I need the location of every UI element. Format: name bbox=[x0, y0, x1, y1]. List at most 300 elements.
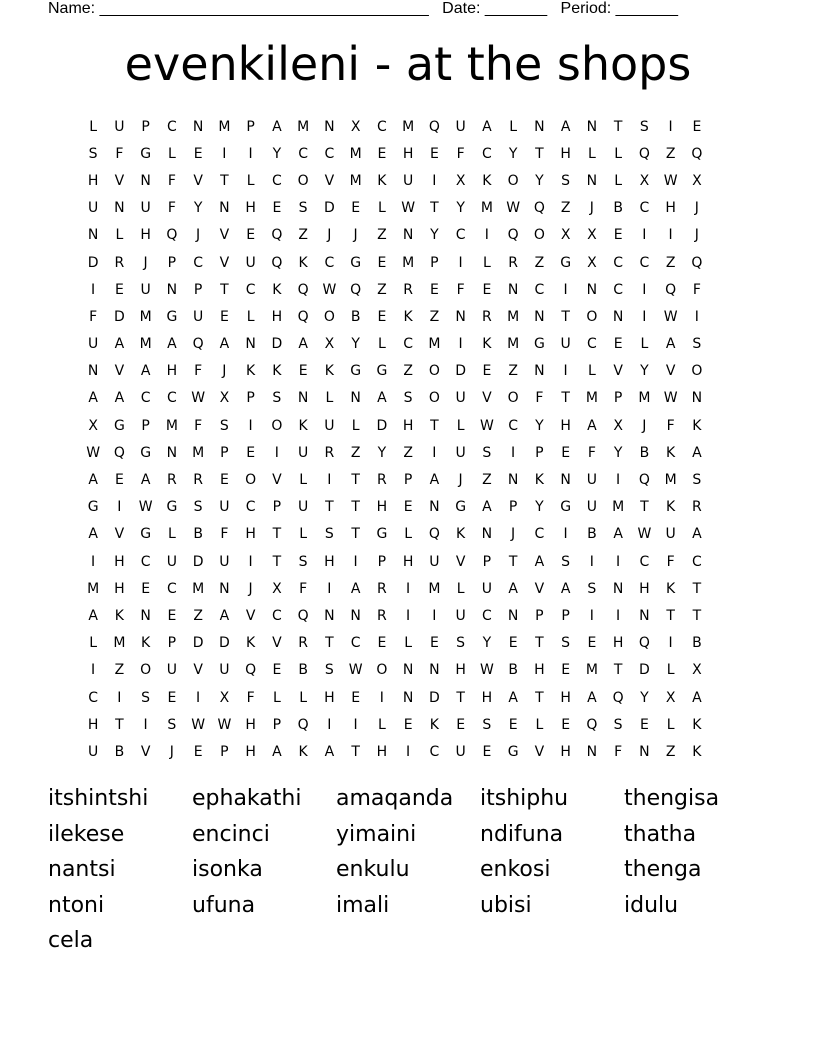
grid-letter: C bbox=[245, 499, 256, 516]
grid-letter: A bbox=[167, 336, 177, 353]
grid-letter: N bbox=[534, 363, 545, 380]
grid-letter: K bbox=[692, 716, 702, 733]
grid-letter: R bbox=[377, 607, 387, 624]
grid-letter: B bbox=[613, 200, 623, 217]
grid-letter: A bbox=[88, 607, 98, 624]
grid-letter: A bbox=[665, 336, 676, 353]
grid-letter: Y bbox=[535, 499, 544, 516]
grid-letter: C bbox=[166, 118, 177, 135]
grid-letter: T bbox=[272, 553, 282, 570]
grid-letter: M bbox=[612, 499, 625, 516]
grid-letter: E bbox=[429, 635, 439, 652]
grid-letter: Z bbox=[508, 363, 518, 380]
grid-letter: U bbox=[455, 118, 466, 135]
grid-letter: D bbox=[218, 635, 230, 652]
grid-letter: I bbox=[143, 716, 148, 733]
grid-letter: L bbox=[89, 635, 98, 652]
grid-letter: C bbox=[639, 254, 650, 271]
grid-letter: H bbox=[402, 553, 414, 570]
grid-letter: X bbox=[455, 172, 466, 189]
grid-letter: B bbox=[639, 444, 650, 461]
grid-letter: I bbox=[563, 526, 568, 543]
grid-letter: O bbox=[376, 662, 388, 679]
date-blank: _______ bbox=[484, 0, 548, 17]
grid-letter: U bbox=[481, 580, 492, 597]
grid-letter: A bbox=[219, 336, 230, 353]
grid-letter: E bbox=[167, 689, 177, 706]
grid-row bbox=[80, 276, 736, 303]
grid-letter: C bbox=[455, 227, 466, 244]
grid-row bbox=[80, 358, 736, 385]
grid-letter: V bbox=[482, 390, 492, 407]
grid-letter: K bbox=[141, 635, 151, 652]
grid-letter: N bbox=[507, 472, 519, 489]
grid-letter: W bbox=[479, 662, 494, 679]
grid-letter: L bbox=[272, 689, 281, 706]
grid-letter: M bbox=[139, 308, 152, 325]
grid-letter: U bbox=[455, 607, 466, 624]
grid-letter: I bbox=[642, 308, 647, 325]
grid-letter: E bbox=[193, 743, 203, 760]
grid-row bbox=[80, 548, 736, 575]
grid-letter: S bbox=[456, 635, 466, 652]
word-list-item: enkosi bbox=[480, 857, 551, 882]
grid-letter: T bbox=[351, 743, 360, 760]
grid-letter: E bbox=[141, 580, 151, 597]
grid-letter: N bbox=[429, 662, 440, 679]
grid-letter: S bbox=[88, 145, 98, 162]
grid-letter: U bbox=[88, 336, 99, 353]
grid-letter: Q bbox=[612, 689, 624, 706]
grid-letter: N bbox=[429, 499, 440, 516]
grid-letter: V bbox=[534, 580, 545, 597]
grid-letter: N bbox=[586, 172, 598, 189]
grid-letter: Z bbox=[193, 607, 203, 624]
grid-letter: S bbox=[193, 499, 203, 516]
grid-letter: H bbox=[560, 689, 571, 706]
grid-letter: A bbox=[508, 689, 518, 706]
grid-letter: Q bbox=[192, 336, 204, 353]
word-list-item: nantsi bbox=[48, 857, 116, 882]
grid-letter: L bbox=[246, 308, 255, 325]
grid-letter: I bbox=[511, 444, 516, 461]
grid-letter: Q bbox=[533, 200, 545, 217]
grid-letter: H bbox=[324, 553, 335, 570]
grid-letter: I bbox=[406, 580, 411, 597]
grid-row bbox=[80, 684, 736, 711]
grid-letter: I bbox=[91, 281, 96, 298]
grid-letter: L bbox=[246, 172, 255, 189]
grid-letter: W bbox=[138, 499, 153, 516]
grid-letter: I bbox=[642, 227, 647, 244]
grid-letter: N bbox=[560, 472, 571, 489]
grid-letter: Q bbox=[271, 227, 283, 244]
grid-letter: I bbox=[616, 607, 621, 624]
name-label: Name: bbox=[48, 0, 96, 17]
grid-letter: M bbox=[428, 580, 441, 597]
grid-letter: L bbox=[456, 580, 465, 597]
grid-letter: G bbox=[533, 336, 545, 353]
grid-letter: M bbox=[192, 580, 205, 597]
grid-letter: Z bbox=[560, 200, 571, 217]
grid-letter: C bbox=[324, 254, 335, 271]
grid-letter: N bbox=[534, 118, 545, 135]
grid-letter: H bbox=[665, 200, 676, 217]
grid-letter: U bbox=[455, 390, 466, 407]
grid-row bbox=[80, 195, 736, 222]
grid-letter: U bbox=[140, 200, 151, 217]
grid-letter: R bbox=[193, 472, 203, 489]
grid-letter: K bbox=[272, 281, 282, 298]
grid-letter: U bbox=[88, 743, 99, 760]
grid-letter: C bbox=[429, 743, 440, 760]
grid-letter: Q bbox=[638, 145, 650, 162]
grid-letter: I bbox=[248, 145, 253, 162]
grid-row bbox=[80, 140, 736, 167]
grid-letter: Y bbox=[535, 417, 544, 434]
grid-letter: Y bbox=[640, 363, 649, 380]
grid-letter: Z bbox=[403, 444, 413, 461]
grid-letter: E bbox=[351, 689, 361, 706]
grid-letter: L bbox=[325, 390, 334, 407]
grid-letter: M bbox=[139, 336, 152, 353]
grid-letter: Z bbox=[298, 227, 308, 244]
grid-letter: Z bbox=[377, 281, 387, 298]
grid-letter: M bbox=[664, 472, 677, 489]
grid-letter: H bbox=[639, 580, 650, 597]
word-list-item: isonka bbox=[192, 857, 263, 882]
grid-letter: U bbox=[403, 172, 414, 189]
grid-letter: E bbox=[587, 635, 597, 652]
grid-letter: T bbox=[613, 118, 623, 135]
grid-letter: T bbox=[351, 499, 360, 516]
grid-letter: G bbox=[350, 363, 362, 380]
grid-letter: P bbox=[403, 472, 413, 489]
grid-letter: X bbox=[272, 580, 282, 597]
grid-letter: A bbox=[219, 607, 230, 624]
name-blank: _____________________________________ bbox=[99, 0, 429, 17]
grid-letter: P bbox=[508, 499, 518, 516]
grid-letter: H bbox=[402, 145, 414, 162]
grid-letter: N bbox=[350, 607, 361, 624]
grid-letter: M bbox=[638, 390, 651, 407]
grid-letter: P bbox=[141, 417, 150, 434]
grid-letter: A bbox=[692, 689, 702, 706]
grid-letter: Q bbox=[245, 662, 257, 679]
grid-letter: S bbox=[272, 390, 282, 407]
grid-row bbox=[80, 167, 736, 194]
grid-letter: K bbox=[482, 172, 492, 189]
grid-letter: N bbox=[639, 743, 650, 760]
grid-letter: N bbox=[87, 227, 99, 244]
grid-letter: L bbox=[299, 526, 308, 543]
grid-letter: R bbox=[114, 254, 125, 271]
grid-letter: S bbox=[613, 716, 623, 733]
grid-letter: C bbox=[534, 526, 545, 543]
grid-row bbox=[80, 331, 736, 358]
grid-letter: E bbox=[508, 716, 518, 733]
grid-letter: O bbox=[140, 662, 152, 679]
grid-letter: G bbox=[113, 417, 125, 434]
grid-letter: W bbox=[86, 444, 101, 461]
grid-letter: P bbox=[430, 254, 439, 271]
grid-letter: C bbox=[271, 607, 282, 624]
grid-letter: H bbox=[114, 553, 125, 570]
grid-letter: C bbox=[691, 553, 702, 570]
grid-letter: R bbox=[482, 308, 492, 325]
grid-letter: C bbox=[534, 281, 545, 298]
grid-letter: T bbox=[220, 281, 229, 298]
grid-letter: S bbox=[482, 716, 492, 733]
grid-letter: T bbox=[325, 499, 334, 516]
grid-letter: G bbox=[140, 444, 152, 461]
grid-letter: S bbox=[403, 390, 413, 407]
grid-letter: R bbox=[403, 281, 413, 298]
grid-letter: M bbox=[87, 580, 100, 597]
grid-letter: N bbox=[166, 281, 178, 298]
grid-letter: G bbox=[166, 499, 178, 516]
grid-letter: M bbox=[349, 172, 362, 189]
grid-letter: Q bbox=[428, 118, 440, 135]
grid-letter: V bbox=[613, 363, 623, 380]
grid-letter: E bbox=[429, 145, 439, 162]
grid-letter: L bbox=[377, 716, 386, 733]
grid-letter: D bbox=[271, 336, 283, 353]
grid-letter: K bbox=[324, 363, 334, 380]
grid-letter: T bbox=[456, 689, 465, 706]
grid-letter: F bbox=[666, 553, 675, 570]
grid-letter: P bbox=[246, 390, 255, 407]
grid-letter: M bbox=[218, 118, 231, 135]
grid-letter: H bbox=[534, 662, 545, 679]
grid-row bbox=[80, 412, 736, 439]
grid-letter: H bbox=[560, 743, 571, 760]
grid-letter: T bbox=[692, 580, 702, 597]
grid-letter: E bbox=[403, 499, 413, 516]
grid-letter: L bbox=[666, 716, 675, 733]
grid-letter: V bbox=[219, 227, 230, 244]
word-list-item: ufuna bbox=[192, 892, 256, 918]
grid-letter: H bbox=[245, 526, 256, 543]
grid-letter: P bbox=[482, 553, 492, 570]
grid-letter: N bbox=[402, 662, 414, 679]
grid-letter: F bbox=[456, 281, 465, 298]
grid-letter: N bbox=[402, 689, 414, 706]
grid-letter: A bbox=[272, 743, 282, 760]
grid-letter: I bbox=[616, 553, 621, 570]
grid-letter: Y bbox=[377, 444, 387, 461]
grid-letter: I bbox=[694, 308, 699, 325]
grid-letter: X bbox=[692, 172, 702, 189]
grid-letter: J bbox=[642, 417, 647, 434]
grid-letter: Y bbox=[272, 145, 282, 162]
grid-letter: P bbox=[193, 281, 203, 298]
grid-letter: C bbox=[166, 580, 177, 597]
word-list bbox=[48, 781, 768, 959]
grid-letter: M bbox=[507, 336, 520, 353]
grid-letter: K bbox=[246, 363, 256, 380]
grid-row bbox=[80, 521, 736, 548]
grid-letter: K bbox=[666, 580, 676, 597]
grid-letter: E bbox=[351, 200, 361, 217]
grid-letter: X bbox=[560, 227, 571, 244]
grid-letter: I bbox=[248, 553, 253, 570]
grid-letter: H bbox=[376, 499, 388, 516]
grid-letter: P bbox=[272, 499, 282, 516]
grid-letter: Z bbox=[114, 662, 125, 679]
grid-letter: V bbox=[455, 553, 466, 570]
grid-letter: U bbox=[324, 417, 335, 434]
grid-letter: W bbox=[663, 308, 678, 325]
grid-letter: L bbox=[614, 145, 623, 162]
grid-letter: A bbox=[298, 336, 308, 353]
grid-letter: F bbox=[587, 444, 596, 461]
grid-letter: J bbox=[694, 200, 699, 217]
grid-letter: L bbox=[404, 635, 413, 652]
grid-letter: T bbox=[220, 172, 229, 189]
grid-letter: D bbox=[428, 689, 440, 706]
grid-letter: J bbox=[143, 254, 148, 271]
grid-letter: N bbox=[507, 281, 519, 298]
grid-row bbox=[80, 602, 736, 629]
grid-letter: I bbox=[117, 689, 122, 706]
grid-letter: Y bbox=[351, 336, 360, 353]
grid-letter: C bbox=[376, 118, 387, 135]
grid-letter: U bbox=[88, 200, 99, 217]
grid-letter: C bbox=[508, 417, 519, 434]
grid-letter: V bbox=[114, 526, 125, 543]
grid-letter: V bbox=[193, 662, 203, 679]
grid-letter: O bbox=[586, 308, 598, 325]
grid-letter: Q bbox=[113, 444, 125, 461]
grid-letter: O bbox=[323, 308, 335, 325]
grid-row bbox=[80, 494, 736, 521]
grid-letter: E bbox=[219, 472, 229, 489]
grid-letter: C bbox=[481, 145, 492, 162]
grid-letter: U bbox=[665, 526, 676, 543]
grid-letter: S bbox=[219, 417, 229, 434]
grid-letter: F bbox=[614, 743, 623, 760]
grid-letter: E bbox=[482, 363, 492, 380]
grid-letter: G bbox=[560, 254, 572, 271]
grid-letter: N bbox=[219, 580, 230, 597]
grid-letter: S bbox=[141, 689, 151, 706]
grid-letter: G bbox=[87, 499, 99, 516]
grid-letter: V bbox=[193, 172, 203, 189]
grid-letter: I bbox=[91, 553, 96, 570]
grid-letter: C bbox=[324, 145, 335, 162]
grid-letter: M bbox=[585, 662, 598, 679]
grid-letter: U bbox=[219, 662, 230, 679]
grid-letter: I bbox=[563, 281, 568, 298]
grid-letter: N bbox=[612, 580, 624, 597]
grid-letter: C bbox=[271, 172, 282, 189]
grid-letter: N bbox=[324, 607, 335, 624]
grid-letter: K bbox=[377, 172, 387, 189]
grid-letter: K bbox=[298, 254, 308, 271]
grid-letter: K bbox=[298, 743, 308, 760]
grid-letter: K bbox=[666, 499, 676, 516]
grid-letter: R bbox=[508, 254, 518, 271]
grid-letter: X bbox=[88, 417, 98, 434]
grid-letter: T bbox=[613, 662, 623, 679]
grid-letter: N bbox=[639, 607, 650, 624]
grid-letter: O bbox=[428, 390, 440, 407]
grid-letter: E bbox=[114, 281, 124, 298]
grid-letter: R bbox=[167, 472, 177, 489]
grid-letter: L bbox=[115, 227, 124, 244]
date-label: Date: bbox=[442, 0, 481, 17]
grid-letter: U bbox=[245, 254, 256, 271]
grid-letter: L bbox=[614, 172, 623, 189]
grid-letter: H bbox=[324, 689, 335, 706]
grid-letter: W bbox=[479, 417, 494, 434]
grid-letter: Q bbox=[586, 716, 598, 733]
grid-letter: P bbox=[535, 444, 544, 461]
grid-letter: B bbox=[350, 308, 361, 325]
grid-letter: H bbox=[271, 308, 283, 325]
grid-letter: S bbox=[561, 635, 571, 652]
word-list-item: ntoni bbox=[48, 892, 105, 918]
grid-letter: T bbox=[535, 635, 544, 652]
grid-letter: Q bbox=[691, 145, 703, 162]
grid-letter: A bbox=[482, 499, 492, 516]
word-list-item: enkulu bbox=[336, 857, 410, 882]
page-title: evenkileni - at the shops bbox=[124, 37, 692, 91]
grid-letter: X bbox=[587, 254, 597, 271]
grid-letter: C bbox=[613, 281, 624, 298]
grid-letter: L bbox=[167, 145, 176, 162]
grid-letter: O bbox=[691, 363, 703, 380]
grid-letter: I bbox=[406, 743, 411, 760]
grid-letter: D bbox=[192, 553, 204, 570]
grid-letter: I bbox=[406, 607, 411, 624]
grid-letter: U bbox=[586, 472, 597, 489]
grid-letter: Q bbox=[638, 635, 650, 652]
grid-letter: A bbox=[324, 743, 335, 760]
word-list-item: ilekese bbox=[48, 821, 125, 847]
grid-letter: T bbox=[561, 390, 570, 407]
grid-letter: B bbox=[298, 662, 308, 679]
grid-letter: W bbox=[322, 281, 337, 298]
grid-letter: O bbox=[245, 472, 257, 489]
grid-letter: H bbox=[245, 200, 256, 217]
grid-letter: N bbox=[192, 118, 204, 135]
grid-letter: Z bbox=[534, 254, 545, 271]
grid-letter: I bbox=[668, 227, 673, 244]
grid-letter: D bbox=[87, 254, 99, 271]
grid-letter: A bbox=[534, 553, 545, 570]
grid-letter: M bbox=[297, 118, 310, 135]
grid-letter: S bbox=[298, 200, 308, 217]
grid-letter: E bbox=[246, 444, 256, 461]
grid-letter: E bbox=[377, 308, 387, 325]
grid-letter: A bbox=[114, 336, 125, 353]
grid-letter: J bbox=[169, 743, 174, 760]
grid-letter: L bbox=[509, 118, 518, 135]
grid-letter: I bbox=[458, 336, 463, 353]
grid-letter: U bbox=[298, 499, 309, 516]
grid-letter: I bbox=[379, 689, 384, 706]
grid-letter: K bbox=[482, 336, 492, 353]
grid-letter: L bbox=[587, 363, 596, 380]
grid-letter: P bbox=[220, 743, 229, 760]
grid-letter: X bbox=[219, 689, 230, 706]
grid-letter: C bbox=[166, 390, 177, 407]
grid-letter: A bbox=[88, 472, 98, 489]
grid-letter: C bbox=[481, 607, 492, 624]
grid-letter: W bbox=[401, 200, 416, 217]
